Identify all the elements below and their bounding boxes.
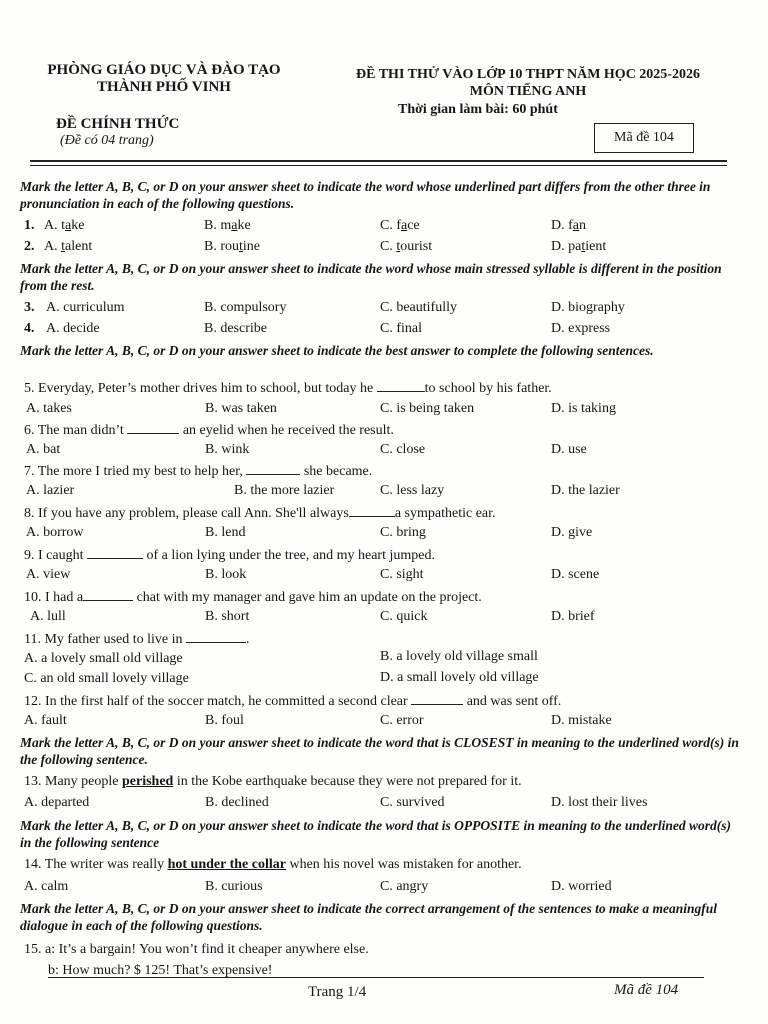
instruction-closest-meaning: Mark the letter A, B, C, or D on your answer sheet to indicate the word that is CLOSEST in meaning to the underlined word(s) in the following sentence. (20, 735, 739, 767)
option-c: C. final (380, 321, 422, 336)
option-c: C. sight (380, 567, 424, 582)
option-d: D. patient (551, 239, 607, 254)
question-number: 2. (24, 239, 35, 254)
option-a: A. departed (24, 795, 90, 810)
pages-note: (Đề có 04 trang) (60, 133, 154, 148)
option-d: D. biography (551, 300, 625, 315)
option-a: A. bat (26, 442, 61, 457)
option-b: B. declined (205, 795, 269, 810)
option-b: B. wink (205, 442, 250, 457)
question-11: 11. My father used to live in . (24, 632, 250, 647)
option-c: C. angry (380, 879, 429, 894)
option-a: A. fault (24, 713, 67, 728)
header-divider (30, 165, 727, 166)
question-14: 14. The writer was really hot under the collar when his novel was mistaken for another. (24, 857, 522, 872)
question-8: 8. If you have any problem, please call Ann. She'll always a sympathetic ear. (24, 506, 496, 521)
question-12: 12. In the first half of the soccer match, he committed a second clear and was sent off. (24, 694, 562, 709)
option-a: A. calm (24, 879, 69, 894)
option-c: C. beautifully (380, 300, 457, 315)
option-b: B. foul (205, 713, 244, 728)
question-5: 5. Everyday, Peter’s mother drives him to school, but today he to school by his father. (24, 381, 552, 396)
department-name: PHÒNG GIÁO DỤC VÀ ĐÀO TẠO (47, 62, 281, 78)
option-c: C. is being taken (380, 401, 475, 416)
option-d: D. express (551, 321, 611, 336)
option-b: B. a lovely old village small (380, 649, 538, 664)
option-d: D. fan (551, 218, 586, 233)
option-a: A. takes (26, 401, 72, 416)
option-c: C. face (380, 218, 420, 233)
question-number: 1. (24, 218, 35, 233)
option-d: D. brief (551, 609, 595, 624)
question-7: 7. The more I tried my best to help her, she became. (24, 464, 373, 479)
subject-name: MÔN TIẾNG ANH (469, 84, 587, 99)
option-d: D. is taking (551, 401, 616, 416)
option-a: A. lazier (26, 483, 75, 498)
option-a: A. curriculum (46, 300, 125, 315)
page-number: Trang 1/4 (308, 984, 367, 1000)
option-a: A. view (26, 567, 71, 582)
official-label: ĐỀ CHÍNH THỨC (56, 116, 180, 132)
header-divider (30, 160, 727, 162)
question-15-line-a: 15. a: It’s a bargain! You won’t find it cheaper anywhere else. (24, 942, 369, 957)
time-limit: Thời gian làm bài: 60 phút (398, 102, 558, 117)
option-b: B. was taken (205, 401, 277, 416)
option-d: D. mistake (551, 713, 612, 728)
option-d: D. use (551, 442, 587, 457)
option-c: C. an old small lovely village (24, 671, 189, 686)
option-c: C. quick (380, 609, 428, 624)
instruction-stress: Mark the letter A, B, C, or D on your answer sheet to indicate the word whose main stressed syllable is different in the position from the rest. (20, 261, 722, 293)
option-c: C. survived (380, 795, 445, 810)
question-15-line-b: b: How much? $ 125! That’s expensive! (48, 963, 273, 978)
option-a: A. talent (44, 239, 93, 254)
question-10: 10. I had a chat with my manager and gave him an update on the project. (24, 590, 482, 605)
option-b: B. short (205, 609, 250, 624)
footer-divider (48, 977, 704, 978)
option-a: A. a lovely small old village (24, 651, 183, 666)
option-b: B. lend (205, 525, 246, 540)
question-number: 3. (24, 300, 35, 315)
instruction-best-answer: Mark the letter A, B, C, or D on your answer sheet to indicate the best answer to complete the following sentences. (20, 343, 654, 358)
option-a: A. borrow (26, 525, 84, 540)
option-a: A. lull (30, 609, 66, 624)
option-b: B. compulsory (204, 300, 287, 315)
footer-exam-code: Mã đề 104 (614, 982, 679, 998)
option-c: C. bring (380, 525, 426, 540)
question-6: 6. The man didn’t an eyelid when he received the result. (24, 423, 394, 438)
option-b: B. routine (204, 239, 260, 254)
exam-title: ĐỀ THI THỬ VÀO LỚP 10 THPT NĂM HỌC 2025-2026 (356, 67, 700, 82)
question-number: 4. (24, 321, 35, 336)
option-b: B. the more lazier (234, 483, 335, 498)
option-a: A. take (44, 218, 85, 233)
question-13: 13. Many people perished in the Kobe earthquake because they were not prepared for it. (24, 774, 522, 789)
option-d: D. give (551, 525, 593, 540)
option-c: C. less lazy (380, 483, 445, 498)
question-9: 9. I caught of a lion lying under the tree, and my heart jumped. (24, 548, 435, 563)
option-c: C. tourist (380, 239, 433, 254)
instruction-dialogue-arrangement: Mark the letter A, B, C, or D on your answer sheet to indicate the correct arrangement of the sentences to make a meaningful dialogue in each of the following questions. (20, 901, 718, 933)
option-b: B. curious (205, 879, 263, 894)
option-b: B. look (205, 567, 247, 582)
option-d: D. the lazier (551, 483, 620, 498)
option-b: B. describe (204, 321, 267, 336)
option-c: C. close (380, 442, 426, 457)
option-b: B. make (204, 218, 251, 233)
instruction-pronunciation: Mark the letter A, B, C, or D on your answer sheet to indicate the word whose underlined part differs from the other three in pronunciation in each of the following questions. (20, 179, 711, 211)
instruction-opposite-meaning: Mark the letter A, B, C, or D on your answer sheet to indicate the word that is OPPOSITE in meaning to the underlined word(s) in the following sentence (20, 818, 731, 850)
option-d: D. a small lovely old village (380, 670, 539, 685)
option-c: C. error (380, 713, 424, 728)
city-name: THÀNH PHỐ VINH (97, 79, 231, 95)
option-d: D. lost their lives (551, 795, 648, 810)
exam-code-box: Mã đề 104 (594, 123, 694, 153)
option-d: D. worried (551, 879, 612, 894)
option-a: A. decide (46, 321, 100, 336)
option-d: D. scene (551, 567, 600, 582)
